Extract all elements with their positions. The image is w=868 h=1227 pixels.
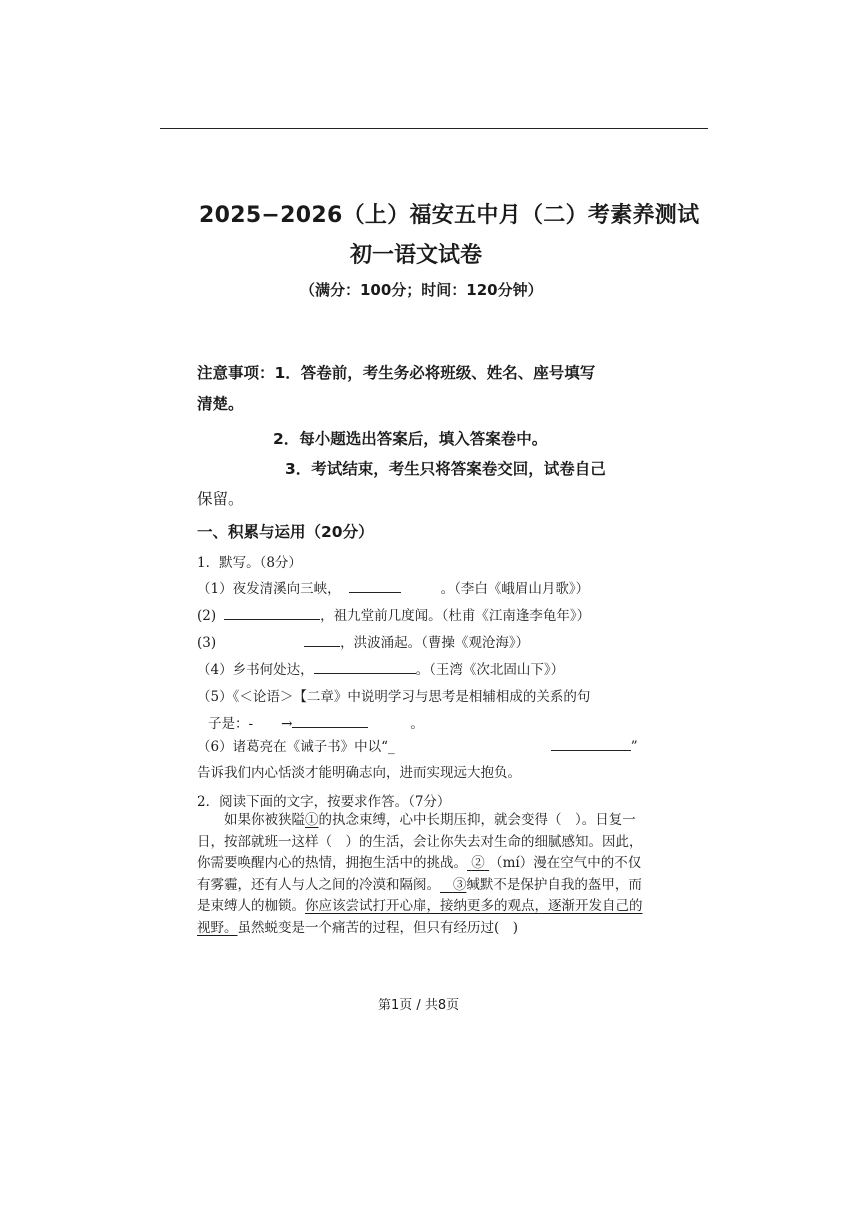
notice-line-3b: 保留。 — [197, 490, 244, 508]
answer-blank[interactable] — [224, 605, 320, 620]
q1-item-6-cont: 告诉我们内心恬淡才能明确志向，进而实现远大抱负。 — [197, 765, 521, 781]
exam-score-time: （满分：100分；时间：120分钟） — [300, 281, 543, 299]
q2-passage — [197, 810, 649, 939]
q1-item-5-end: 。 — [410, 716, 424, 732]
marker-3: ③ — [452, 876, 467, 893]
notice-line-1: 注意事项：1．答卷前，考生务必将班级、姓名、座号填写 — [197, 364, 596, 382]
q1-item-5-lead: 子是：- — [208, 716, 254, 732]
q1-item-3-num: (3) — [197, 635, 217, 651]
q1-item-4 — [197, 658, 564, 678]
q1-item-6-close: ” — [630, 739, 638, 755]
passage-part-1: 如果你被狭隘 — [224, 812, 305, 828]
q1-item-5-answer — [208, 712, 424, 732]
answer-blank[interactable] — [292, 713, 368, 728]
answer-blank[interactable] — [551, 736, 631, 751]
arrow-glyph: → — [281, 716, 293, 732]
passage-part-4: 缄默不是保护自我的盔甲，而是束缚人的枷锁。 — [197, 876, 642, 914]
q1-item-2-text: ，祖九堂前几度闻。（杜甫《江南逢李龟年》） — [320, 608, 591, 624]
notice-line-2: 2．每小题选出答案后，填入答案卷中。 — [273, 430, 548, 448]
marker-2: ② — [471, 855, 485, 871]
q1-item-6 — [197, 735, 638, 755]
q1-item-3 — [197, 631, 529, 651]
answer-blank[interactable] — [304, 632, 340, 647]
q1-item-2 — [197, 604, 590, 624]
notice-line-1b: 清楚。 — [197, 395, 244, 413]
section-heading: 一、积累与运用（20分） — [197, 523, 374, 541]
q1-item-1-text: （1）夜发清溪向三峡， — [197, 581, 341, 597]
passage-part-2: 的执念束缚，心中长期压抑，就会变得（ ）。日复一日，按部就班一这样（ ）的生活，会让你失去对生命的细腻感知。因此，你需要唤醒内心的热情，拥抱生活中的挑战。 — [197, 812, 643, 871]
answer-blank[interactable] — [349, 578, 401, 593]
exam-title: 2025−2026（上）福安五中月（二）考素养测试 — [199, 203, 700, 228]
q1-item-4-source: 。（王湾《次北固山下》） — [415, 662, 565, 678]
answer-blank[interactable] — [314, 659, 416, 674]
header-rule — [160, 128, 708, 129]
q1-item-2-num: (2) — [197, 608, 217, 624]
notice-line-3: 3．考试结束，考生只将答案卷交回，试卷自己 — [285, 460, 606, 478]
page-footer: 第1页 / 共8页 — [378, 998, 460, 1013]
q1-title: 1．默写。（8分） — [197, 555, 302, 571]
q1-item-5: （5）《＜论语＞【二章》中说明学习与思考是相辅相成的关系的句 — [197, 689, 591, 705]
q1-item-4-text: （4）乡书何处达， — [197, 662, 314, 678]
q2-title: 2．阅读下面的文字，按要求作答。（7分） — [197, 794, 451, 810]
marker-1: ① — [305, 812, 319, 828]
passage-part-5: 虽然蜕变是一个痛苦的过程，但只有经历过( ) — [237, 919, 519, 936]
exam-subtitle: 初一语文试卷 — [350, 243, 483, 268]
q1-item-1-source: 。（李白《峨眉山月歌》） — [440, 581, 590, 597]
q1-item-3-text: ，洪波涌起。（曹操《观沧海》） — [340, 635, 530, 651]
q1-item-1 — [197, 577, 589, 597]
q1-item-6-text: （6）诸葛亮在《诫子书》中以“_ — [197, 739, 395, 755]
underlined-sentence: 你应该尝试打开心扉，接纳更多的观点，逐渐开发自己的视野。 — [197, 898, 643, 936]
passage-part-3: （mí）漫在空气中的不仅有雾霾，还有人与人之间的冷漠和隔阂。 — [197, 855, 642, 893]
